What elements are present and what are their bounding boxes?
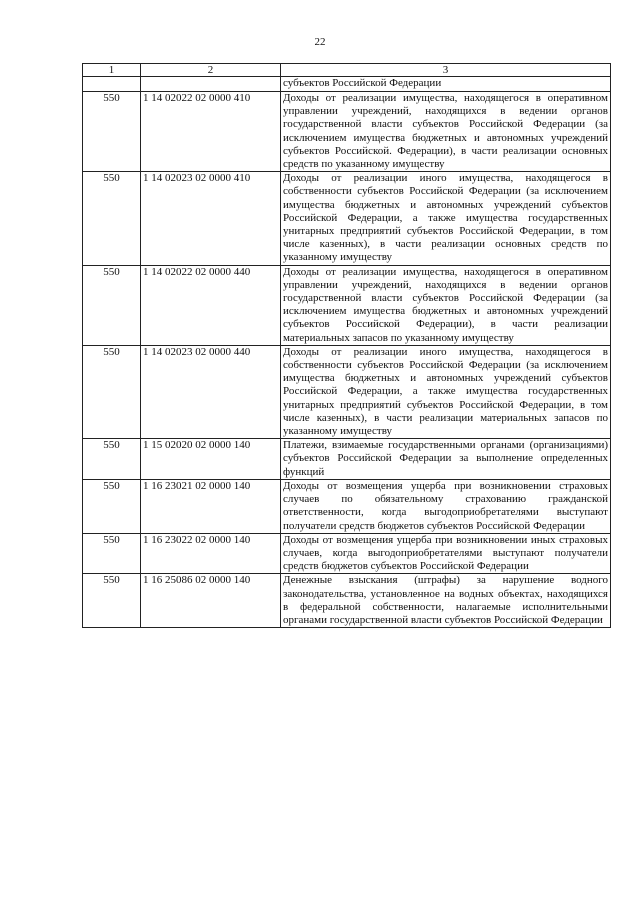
kbk-code: 1 14 02023 02 0000 440 bbox=[141, 345, 281, 438]
header-col-1: 1 bbox=[83, 64, 141, 77]
table-row bbox=[83, 345, 611, 438]
header-col-2: 2 bbox=[141, 64, 281, 77]
table-row bbox=[83, 479, 611, 533]
kbk-code: 1 14 02023 02 0000 410 bbox=[141, 172, 281, 265]
continuation-row bbox=[83, 77, 611, 92]
kbk-code: 1 16 23021 02 0000 140 bbox=[141, 479, 281, 533]
table-row bbox=[83, 265, 611, 345]
admin-code: 550 bbox=[83, 345, 141, 438]
revenue-description: Доходы от реализации иного имущества, находящегося в собственности субъектов Российской Федерации (за исключением имущества бюджетных и автономных учреждений субъектов Российской Федерации, а также имущества государственных унитарных предприятий субъектов Российской Федерации, в том числе казенных), в части реализации материальных запасов по указанному имуществу bbox=[281, 345, 611, 438]
admin-code: 550 bbox=[83, 533, 141, 574]
header-row bbox=[83, 64, 611, 77]
admin-code: 550 bbox=[83, 439, 141, 480]
revenue-description: Доходы от возмещения ущерба при возникновении страховых случаев по обязательному страхованию гражданской ответственности, когда выгодоприобретателями выступают получатели средств бюджетов субъектов Российской Федерации bbox=[281, 479, 611, 533]
table-row bbox=[83, 533, 611, 574]
revenue-description: Денежные взыскания (штрафы) за нарушение водного законодательства, установленное на водных объектах, находящихся в федеральной собственности, налагаемые исполнительными органами государственной власти субъектов Российской Федерации bbox=[281, 574, 611, 628]
kbk-code: 1 14 02022 02 0000 410 bbox=[141, 92, 281, 172]
admin-code: 550 bbox=[83, 92, 141, 172]
table-row bbox=[83, 92, 611, 172]
table-row bbox=[83, 172, 611, 265]
table-row bbox=[83, 439, 611, 480]
revenue-description: Доходы от возмещения ущерба при возникновении иных страховых случаев, когда выгодоприобретателями выступают получатели средств бюджетов субъектов Российской Федерации bbox=[281, 533, 611, 574]
revenue-description: Платежи, взимаемые государственными органами (организациями) субъектов Российской Федерации за выполнение определенных функций bbox=[281, 439, 611, 480]
admin-code: 550 bbox=[83, 574, 141, 628]
page-number: 22 bbox=[314, 36, 326, 48]
kbk-code: 1 14 02022 02 0000 440 bbox=[141, 265, 281, 345]
revenue-description: Доходы от реализации имущества, находящегося в оперативном управлении учреждений, находящихся в ведении органов государственной власти субъектов Российской Федерации (за исключением имущества бюджетных и автономных учреждений субъектов Российской Федерации), в части реализации материальных запасов по указанному имуществу bbox=[281, 265, 611, 345]
kbk-code: 1 16 23022 02 0000 140 bbox=[141, 533, 281, 574]
kbk-code: 1 15 02020 02 0000 140 bbox=[141, 439, 281, 480]
header-col-3: 3 bbox=[281, 64, 611, 77]
revenue-description: Доходы от реализации имущества, находящегося в оперативном управлении учреждений, находящихся в ведении органов государственной власти субъектов Российской Федерации (за исключением имущества бюджетных и автономных учреждений субъектов Российской. Федерации), в части реализации основных средств по указанному имуществу bbox=[281, 92, 611, 172]
admin-code: 550 bbox=[83, 479, 141, 533]
admin-code: 550 bbox=[83, 265, 141, 345]
revenue-description: Доходы от реализации иного имущества, находящегося в собственности субъектов Российской Федерации (за исключением имущества бюджетных и автономных учреждений субъектов Российской Федерации, а также имущества государственных унитарных предприятий субъектов Российской Федерации, в том числе казенных), в части реализации основных средств по указанному имуществу bbox=[281, 172, 611, 265]
table-row bbox=[83, 574, 611, 628]
revenue-codes-table bbox=[82, 63, 611, 628]
kbk-code: 1 16 25086 02 0000 140 bbox=[141, 574, 281, 628]
continuation-text: субъектов Российской Федерации bbox=[281, 77, 611, 92]
admin-code: 550 bbox=[83, 172, 141, 265]
